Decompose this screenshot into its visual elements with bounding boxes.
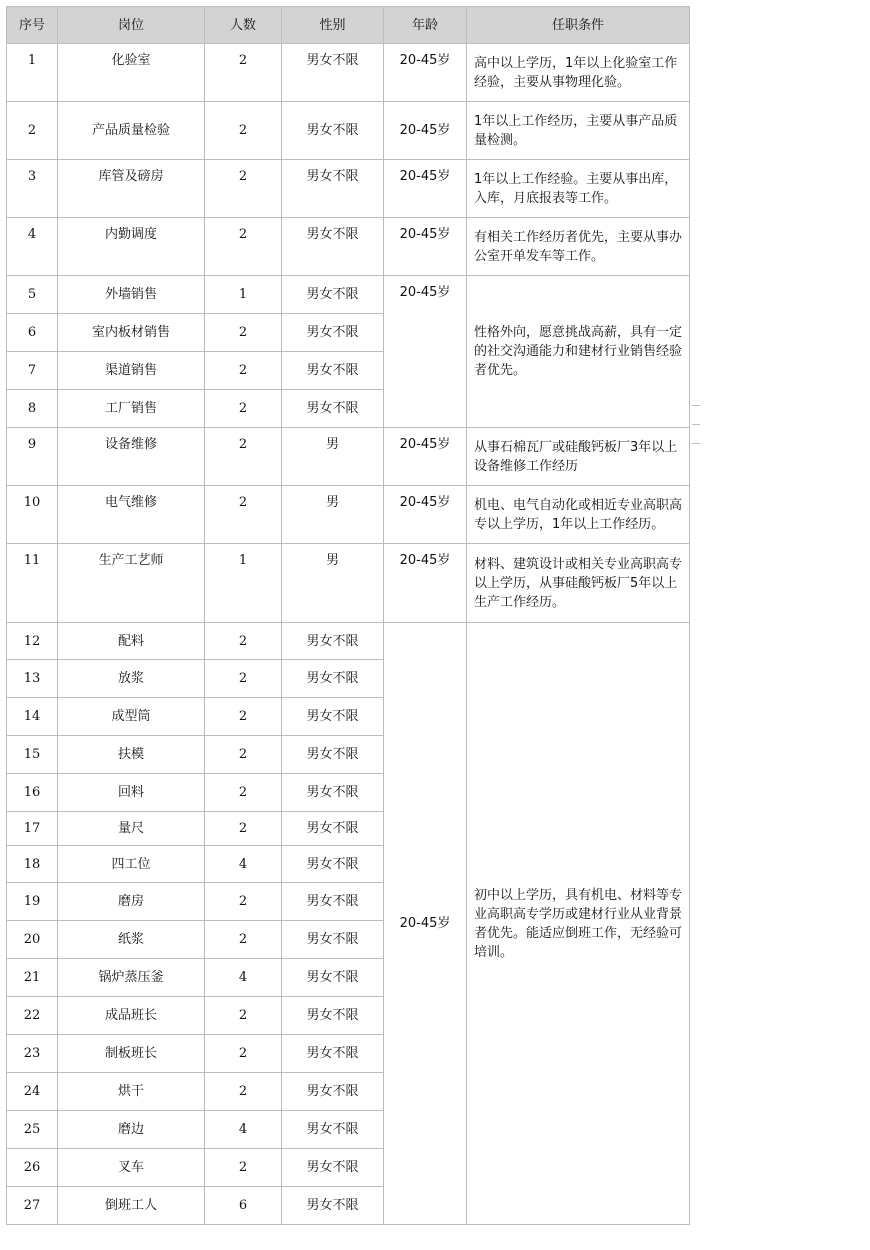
cell-gender: 男女不限 bbox=[282, 314, 384, 352]
cell-count: 2 bbox=[205, 736, 282, 774]
cell-age: 20-45岁 bbox=[384, 623, 467, 1225]
table-row bbox=[7, 102, 690, 160]
cell-position: 库管及磅房 bbox=[58, 160, 205, 218]
cell-gender: 男女不限 bbox=[282, 736, 384, 774]
cell-gender: 男 bbox=[282, 544, 384, 623]
cell-count: 4 bbox=[205, 959, 282, 997]
cell-count: 2 bbox=[205, 160, 282, 218]
cell-requirements: 从事石棉瓦厂或硅酸钙板厂3年以上设备维修工作经历 bbox=[467, 428, 690, 486]
table-row bbox=[7, 428, 690, 486]
cell-position: 叉车 bbox=[58, 1149, 205, 1187]
cell-no: 2 bbox=[7, 102, 58, 160]
cell-gender: 男女不限 bbox=[282, 883, 384, 921]
cell-count: 2 bbox=[205, 218, 282, 276]
cell-position: 室内板材销售 bbox=[58, 314, 205, 352]
cell-count: 1 bbox=[205, 544, 282, 623]
cell-count: 2 bbox=[205, 997, 282, 1035]
cell-requirements: 初中以上学历，具有机电、材料等专业高职高专学历或建材行业从业背景者优先。能适应倒班工作，无经验可培训。 bbox=[467, 623, 690, 1225]
cell-position: 生产工艺师 bbox=[58, 544, 205, 623]
margin-tick bbox=[692, 443, 700, 444]
table-row bbox=[7, 544, 690, 623]
cell-position: 配料 bbox=[58, 623, 205, 660]
cell-no: 7 bbox=[7, 352, 58, 390]
cell-gender: 男 bbox=[282, 428, 384, 486]
header-count: 人数 bbox=[205, 7, 282, 44]
cell-no: 3 bbox=[7, 160, 58, 218]
cell-no: 24 bbox=[7, 1073, 58, 1111]
cell-gender: 男女不限 bbox=[282, 660, 384, 698]
cell-position: 电气维修 bbox=[58, 486, 205, 544]
table-row bbox=[7, 486, 690, 544]
cell-gender: 男女不限 bbox=[282, 1149, 384, 1187]
cell-count: 2 bbox=[205, 660, 282, 698]
cell-position: 工厂销售 bbox=[58, 390, 205, 428]
cell-position: 渠道销售 bbox=[58, 352, 205, 390]
cell-no: 13 bbox=[7, 660, 58, 698]
cell-count: 2 bbox=[205, 102, 282, 160]
cell-count: 2 bbox=[205, 428, 282, 486]
cell-no: 5 bbox=[7, 276, 58, 314]
cell-age: 20-45岁 bbox=[384, 276, 467, 428]
cell-position: 倒班工人 bbox=[58, 1187, 205, 1225]
cell-count: 4 bbox=[205, 1111, 282, 1149]
cell-no: 27 bbox=[7, 1187, 58, 1225]
cell-no: 14 bbox=[7, 698, 58, 736]
cell-requirements: 高中以上学历，1年以上化验室工作经验，主要从事物理化验。 bbox=[467, 44, 690, 102]
cell-gender: 男女不限 bbox=[282, 623, 384, 660]
job-table bbox=[6, 6, 690, 1225]
cell-no: 15 bbox=[7, 736, 58, 774]
cell-requirements: 有相关工作经历者优先，主要从事办公室开单发车等工作。 bbox=[467, 218, 690, 276]
cell-count: 2 bbox=[205, 698, 282, 736]
cell-count: 2 bbox=[205, 883, 282, 921]
cell-gender: 男女不限 bbox=[282, 812, 384, 846]
cell-no: 17 bbox=[7, 812, 58, 846]
cell-position: 成型筒 bbox=[58, 698, 205, 736]
cell-position: 外墙销售 bbox=[58, 276, 205, 314]
cell-gender: 男女不限 bbox=[282, 1187, 384, 1225]
cell-requirements: 1年以上工作经验。主要从事出库，入库，月底报表等工作。 bbox=[467, 160, 690, 218]
cell-count: 2 bbox=[205, 921, 282, 959]
cell-gender: 男女不限 bbox=[282, 774, 384, 812]
cell-age: 20-45岁 bbox=[384, 544, 467, 623]
cell-position: 量尺 bbox=[58, 812, 205, 846]
cell-count: 6 bbox=[205, 1187, 282, 1225]
cell-count: 2 bbox=[205, 623, 282, 660]
cell-requirements: 机电、电气自动化或相近专业高职高专以上学历，1年以上工作经历。 bbox=[467, 486, 690, 544]
header-row bbox=[7, 7, 690, 44]
cell-no: 23 bbox=[7, 1035, 58, 1073]
header-age: 年龄 bbox=[384, 7, 467, 44]
cell-no: 21 bbox=[7, 959, 58, 997]
cell-no: 20 bbox=[7, 921, 58, 959]
cell-count: 2 bbox=[205, 1149, 282, 1187]
cell-no: 8 bbox=[7, 390, 58, 428]
cell-no: 9 bbox=[7, 428, 58, 486]
cell-requirements: 1年以上工作经历，主要从事产品质量检测。 bbox=[467, 102, 690, 160]
cell-position: 产品质量检验 bbox=[58, 102, 205, 160]
cell-gender: 男女不限 bbox=[282, 846, 384, 883]
cell-no: 6 bbox=[7, 314, 58, 352]
cell-position: 回料 bbox=[58, 774, 205, 812]
cell-age: 20-45岁 bbox=[384, 44, 467, 102]
cell-position: 磨边 bbox=[58, 1111, 205, 1149]
table-row bbox=[7, 160, 690, 218]
header-no: 序号 bbox=[7, 7, 58, 44]
cell-no: 18 bbox=[7, 846, 58, 883]
cell-count: 2 bbox=[205, 314, 282, 352]
cell-age: 20-45岁 bbox=[384, 218, 467, 276]
cell-position: 纸浆 bbox=[58, 921, 205, 959]
cell-no: 26 bbox=[7, 1149, 58, 1187]
cell-count: 2 bbox=[205, 352, 282, 390]
cell-no: 25 bbox=[7, 1111, 58, 1149]
cell-no: 16 bbox=[7, 774, 58, 812]
cell-count: 2 bbox=[205, 774, 282, 812]
cell-gender: 男女不限 bbox=[282, 698, 384, 736]
table-row bbox=[7, 276, 690, 314]
cell-gender: 男女不限 bbox=[282, 218, 384, 276]
cell-no: 1 bbox=[7, 44, 58, 102]
cell-position: 内勤调度 bbox=[58, 218, 205, 276]
cell-gender: 男女不限 bbox=[282, 921, 384, 959]
header-requirements: 任职条件 bbox=[467, 7, 690, 44]
cell-no: 4 bbox=[7, 218, 58, 276]
cell-gender: 男 bbox=[282, 486, 384, 544]
cell-count: 4 bbox=[205, 846, 282, 883]
cell-position: 锅炉蒸压釜 bbox=[58, 959, 205, 997]
cell-position: 四工位 bbox=[58, 846, 205, 883]
cell-position: 化验室 bbox=[58, 44, 205, 102]
cell-gender: 男女不限 bbox=[282, 390, 384, 428]
cell-no: 12 bbox=[7, 623, 58, 660]
cell-no: 22 bbox=[7, 997, 58, 1035]
cell-gender: 男女不限 bbox=[282, 997, 384, 1035]
cell-age: 20-45岁 bbox=[384, 486, 467, 544]
table-row bbox=[7, 218, 690, 276]
header-gender: 性别 bbox=[282, 7, 384, 44]
cell-count: 2 bbox=[205, 812, 282, 846]
cell-position: 烘干 bbox=[58, 1073, 205, 1111]
cell-gender: 男女不限 bbox=[282, 1111, 384, 1149]
cell-age: 20-45岁 bbox=[384, 102, 467, 160]
header-position: 岗位 bbox=[58, 7, 205, 44]
cell-gender: 男女不限 bbox=[282, 44, 384, 102]
cell-requirements: 性格外向，愿意挑战高薪，具有一定的社交沟通能力和建材行业销售经验者优先。 bbox=[467, 276, 690, 428]
cell-count: 2 bbox=[205, 1073, 282, 1111]
cell-position: 设备维修 bbox=[58, 428, 205, 486]
cell-gender: 男女不限 bbox=[282, 959, 384, 997]
cell-gender: 男女不限 bbox=[282, 160, 384, 218]
cell-age: 20-45岁 bbox=[384, 160, 467, 218]
cell-gender: 男女不限 bbox=[282, 352, 384, 390]
cell-gender: 男女不限 bbox=[282, 1073, 384, 1111]
cell-gender: 男女不限 bbox=[282, 102, 384, 160]
cell-count: 2 bbox=[205, 390, 282, 428]
margin-tick bbox=[692, 405, 700, 406]
cell-position: 制板班长 bbox=[58, 1035, 205, 1073]
table-row bbox=[7, 623, 690, 660]
cell-count: 1 bbox=[205, 276, 282, 314]
cell-no: 11 bbox=[7, 544, 58, 623]
cell-count: 2 bbox=[205, 486, 282, 544]
cell-count: 2 bbox=[205, 44, 282, 102]
cell-no: 19 bbox=[7, 883, 58, 921]
cell-age: 20-45岁 bbox=[384, 428, 467, 486]
cell-requirements: 材料、建筑设计或相关专业高职高专以上学历，从事硅酸钙板厂5年以上生产工作经历。 bbox=[467, 544, 690, 623]
cell-no: 10 bbox=[7, 486, 58, 544]
cell-position: 磨房 bbox=[58, 883, 205, 921]
cell-position: 成品班长 bbox=[58, 997, 205, 1035]
table-row bbox=[7, 44, 690, 102]
cell-position: 扶模 bbox=[58, 736, 205, 774]
margin-tick bbox=[692, 424, 700, 425]
cell-count: 2 bbox=[205, 1035, 282, 1073]
cell-gender: 男女不限 bbox=[282, 1035, 384, 1073]
cell-position: 放浆 bbox=[58, 660, 205, 698]
cell-gender: 男女不限 bbox=[282, 276, 384, 314]
